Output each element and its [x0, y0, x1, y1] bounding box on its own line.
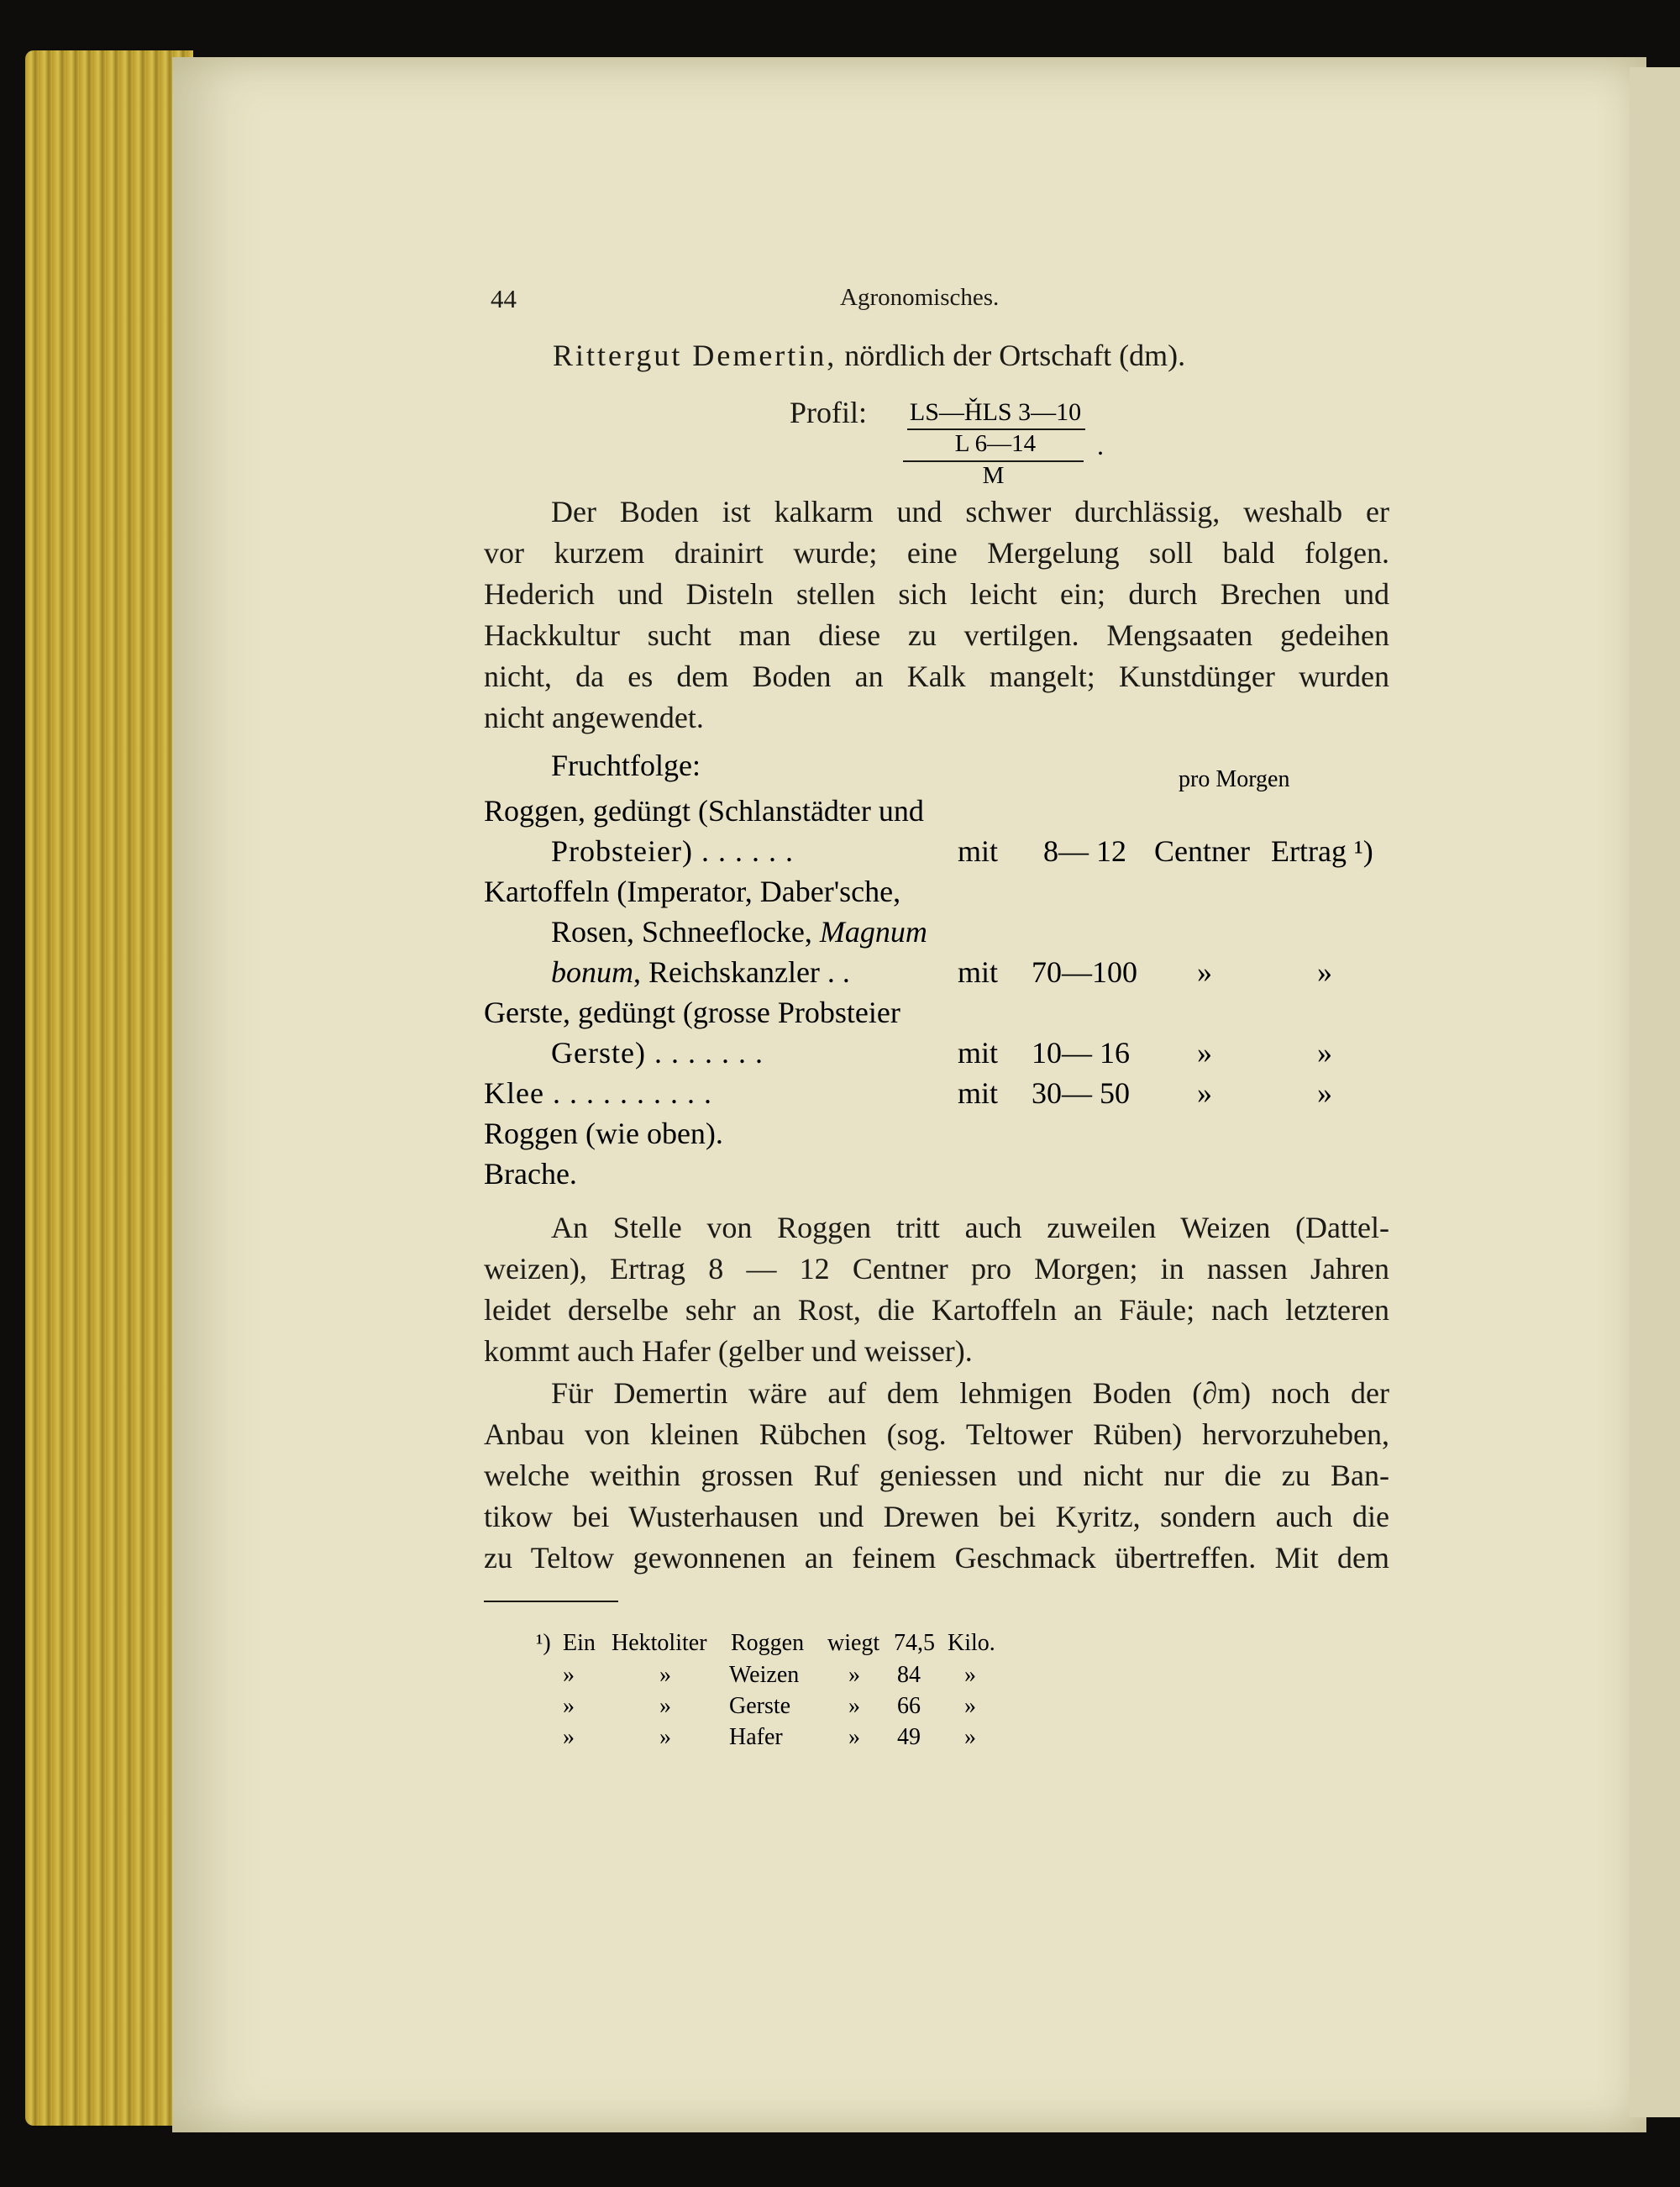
footnote-cell: »	[964, 1662, 976, 1688]
text-line: Für Demertin wäre auf dem lehmigen Boden (∂m) noch der	[551, 1376, 1389, 1410]
yield-unit: »	[1197, 955, 1212, 989]
book-page-edges	[25, 50, 193, 2126]
yield-range: 70—100	[1032, 955, 1137, 989]
profil-bottom: M	[982, 462, 1005, 489]
crop-row: Kartoffeln (Imperator, Daber'sche,	[484, 875, 901, 908]
crop-row	[551, 954, 850, 990]
profil-middle: L 6—14	[954, 430, 1037, 457]
crop-row: Brache.	[484, 1157, 577, 1191]
text-line: nicht angewendet.	[484, 701, 704, 734]
text-line: Anbau von kleinen Rübchen (sog. Teltower Rüben) hervorzuheben,	[484, 1417, 1389, 1451]
paragraph-3	[484, 1373, 1389, 1579]
footnote-cell: »	[848, 1662, 860, 1688]
footnote-cell: Roggen	[731, 1630, 805, 1656]
pro-morgen-header: pro Morgen	[1179, 766, 1290, 792]
estate-heading	[553, 338, 1185, 373]
yield-range: 10— 16	[1032, 1036, 1130, 1070]
footnote-cell: »	[964, 1724, 976, 1750]
yield-unit: »	[1317, 1036, 1332, 1070]
adjacent-page-edge	[1630, 67, 1680, 2117]
text-line: Hederich und Disteln stellen sich leicht ein; durch Brechen und	[484, 577, 1389, 611]
yield-unit: »	[1197, 1076, 1212, 1110]
yield-unit: »	[1317, 1076, 1332, 1110]
profil-top: LS—ȞLS 3—10	[909, 398, 1082, 426]
crop-text: Rosen, Schneeflocke,	[551, 915, 820, 949]
text-line: Der Boden ist kalkarm und schwer durchlässig, weshalb er	[551, 495, 1389, 528]
footnote-cell: »	[659, 1724, 671, 1750]
text-line: vor kurzem drainirt wurde; eine Mergelung soll bald folgen.	[484, 536, 1389, 570]
profil-dot: .	[1097, 430, 1104, 460]
fruchtfolge-label: Fruchtfolge:	[551, 749, 701, 782]
mit-label: mit	[958, 1076, 999, 1110]
footnote-marker: ¹)	[536, 1630, 551, 1656]
crop-row: Gerste) . . . . . . .	[551, 1036, 764, 1070]
mit-label: mit	[958, 1036, 999, 1070]
footnote-cell: »	[659, 1662, 671, 1688]
footnote-cell: Weizen	[729, 1662, 800, 1688]
crop-row: Roggen (wie oben).	[484, 1117, 723, 1150]
footnote-cell: »	[563, 1724, 575, 1750]
footnote-cell: »	[659, 1693, 671, 1719]
estate-location: nördlich der Ortschaft (dm).	[844, 339, 1186, 372]
footnote-cell: »	[563, 1693, 575, 1719]
estate-name: Rittergut Demertin,	[553, 339, 837, 372]
crop-row: Gerste, gedüngt (grosse Probsteier	[484, 996, 900, 1029]
footnote-cell: »	[964, 1693, 976, 1719]
yield-unit: »	[1197, 1036, 1212, 1070]
text-line: weizen), Ertrag 8 — 12 Centner pro Morgen; in nassen Jahren	[484, 1252, 1389, 1285]
paragraph-2	[484, 1207, 1389, 1372]
crop-row	[551, 914, 927, 949]
text-line: An Stelle von Roggen tritt auch zuweilen Weizen (Dattel-	[551, 1211, 1389, 1244]
mit-label: mit	[958, 834, 999, 868]
footnote-cell: wiegt	[827, 1630, 880, 1656]
crop-row: Probsteier) . . . . . .	[551, 834, 794, 868]
footnote-rule	[484, 1601, 618, 1602]
text-line: kommt auch Hafer (gelber und weisser).	[484, 1334, 973, 1368]
page-number: 44	[491, 284, 517, 313]
yield-unit: Centner	[1154, 834, 1250, 868]
text-line: Hackkultur sucht man diese zu vertilgen. Mengsaaten gedeihen	[484, 618, 1389, 652]
footnote-cell: Hafer	[729, 1724, 783, 1750]
text-line: nicht, da es dem Boden an Kalk mangelt; Kunstdünger wurden	[484, 660, 1389, 693]
yield-unit: »	[1317, 955, 1332, 989]
footnote-cell: 74,5	[894, 1630, 935, 1656]
footnote-cell: »	[848, 1693, 860, 1719]
footnote-cell: Hektoliter	[612, 1630, 707, 1656]
footnote-cell: 49	[897, 1724, 921, 1750]
text-line: leidet derselbe sehr an Rost, die Kartoffeln an Fäule; nach letzteren	[484, 1293, 1389, 1327]
text-line: zu Teltow gewonnenen an feinem Geschmack übertreffen. Mit dem	[484, 1541, 1389, 1575]
paragraph-1	[484, 492, 1389, 739]
footnote-cell: Ein	[563, 1630, 596, 1656]
text-line: welche weithin grossen Ruf geniessen und nicht nur die zu Ban-	[484, 1459, 1389, 1492]
mit-label: mit	[958, 955, 999, 989]
crop-italic: bonum	[551, 955, 633, 989]
footnote-cell: 66	[897, 1693, 921, 1719]
footnote-cell: »	[848, 1724, 860, 1750]
crop-row: Roggen, gedüngt (Schlanstädter und	[484, 794, 924, 828]
crop-row: Klee . . . . . . . . . .	[484, 1076, 712, 1110]
profil-label: Profil:	[790, 396, 868, 429]
footnote-cell: Gerste	[729, 1693, 791, 1719]
yield-range: 8— 12	[1043, 834, 1126, 868]
footnote-cell: »	[563, 1662, 575, 1688]
footnote-cell: Kilo.	[948, 1630, 995, 1656]
running-head: Agronomisches.	[840, 284, 1000, 311]
crop-text: , Reichskanzler . .	[633, 955, 850, 989]
crop-italic: Magnum	[819, 915, 927, 949]
footnote-cell: 84	[897, 1662, 921, 1688]
yield-range: 30— 50	[1032, 1076, 1130, 1110]
text-line: tikow bei Wusterhausen und Drewen bei Kyritz, sondern auch die	[484, 1500, 1389, 1533]
yield-unit: Ertrag ¹)	[1271, 834, 1373, 868]
